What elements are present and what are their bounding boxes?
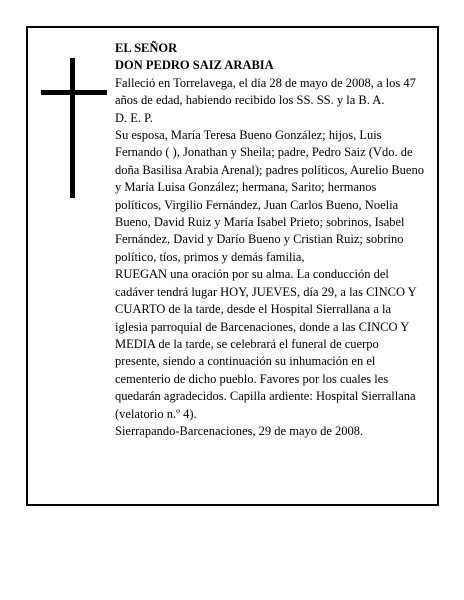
cross-vertical-bar xyxy=(70,58,75,198)
obituary-notice xyxy=(26,26,439,506)
cross-horizontal-bar xyxy=(41,90,107,95)
deceased-name: DON PEDRO SAIZ ARABIA xyxy=(115,58,274,73)
request-keyword: RUEGAN xyxy=(115,267,168,282)
signature-line: Sierrapando-Barcenaciones, 29 de mayo de 2008. xyxy=(115,423,364,438)
family-list: Su esposa, María Teresa Bueno González; hijos, Luis Fernando ( ), Jonathan y Sheila; padre, Pedro Saiz (Vdo. de doña Basilisa Arabia Arenal); padres políticos, Aurelio Bueno y María Luisa González; hermana, Sarito; hermanos políticos, Virgilio Fernández, Juan Carlos Bueno, Noelia Bueno, David Ruiz y María Isabel Prieto; sobrinos, Isabel Fernández, David y Darío Bueno y Cristian Ruiz; sobrino político, tíos, primos y demás familia, xyxy=(115,128,424,264)
request-paragraph xyxy=(115,266,425,423)
death-details: Falleció en Torrelavega, el día 28 de mayo de 2008, a los 47 años de edad, habiendo recibido los SS. SS. y la B. A. xyxy=(115,75,416,108)
obituary-text xyxy=(115,40,425,440)
rip-line: D. E. P. xyxy=(115,110,153,125)
obituary-title: EL SEÑOR xyxy=(115,41,178,55)
request-text: una oración por su alma. La conducción del cadáver tendrá lugar HOY, JUEVES, día 29, a las CINCO Y CUARTO de la tarde, desde el Hospital Sierrallana a la iglesia parroquial de Barcenaciones, donde a las CINCO Y MEDIA de la tarde, se celebrará el funeral de cuerpo presente, siendo a continuación su inhumación en el cementerio de dicho pueblo. Favores por los cuales les quedarán agradecidos. Capilla ardiente: Hospital Sierrallana (velatorio n.º 4). xyxy=(115,267,417,421)
